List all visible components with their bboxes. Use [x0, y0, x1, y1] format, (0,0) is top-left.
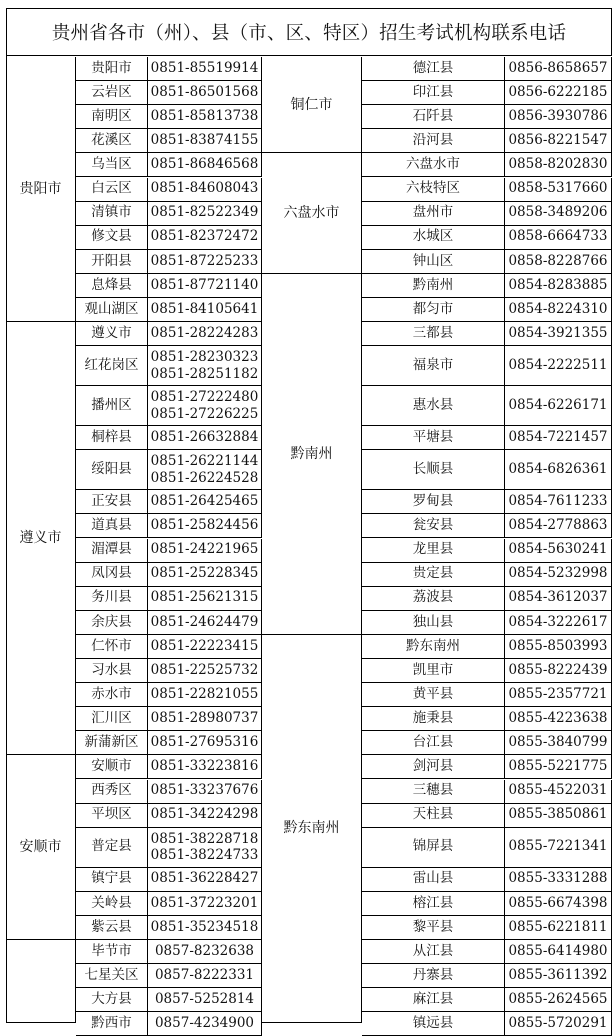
- unit-phone: 0851-24624479: [148, 611, 262, 635]
- unit-name: 福泉市: [362, 346, 505, 386]
- unit-name: 麻江县: [362, 988, 505, 1012]
- unit-phone: 0854-2222511: [505, 346, 612, 386]
- unit-name: 龙里县: [362, 539, 505, 563]
- region-name: 贵阳市: [6, 57, 76, 322]
- unit-phone: 0858-6664733: [505, 226, 612, 250]
- unit-phone: 0856-3930786: [505, 105, 612, 129]
- unit-name: 荔波县: [362, 587, 505, 611]
- unit-name: 三都县: [362, 322, 505, 346]
- unit-phone: 0851-36228427: [148, 868, 262, 892]
- unit-name: 锦屏县: [362, 828, 505, 868]
- unit-name: 盘州市: [362, 202, 505, 226]
- unit-phone: 0851-33223816: [148, 755, 262, 779]
- unit-phone: 0854-8283885: [505, 274, 612, 298]
- unit-phone: 0855-3850861: [505, 804, 612, 828]
- unit-name: 雷山县: [362, 868, 505, 892]
- unit-phone: 0851-25621315: [148, 587, 262, 611]
- unit-phone: 0851-83874155: [148, 129, 262, 153]
- unit-phone: 0854-2778863: [505, 514, 612, 538]
- unit-phone: 0854-5232998: [505, 563, 612, 587]
- unit-name: 七星关区: [76, 964, 148, 988]
- unit-phone: 0855-8503993: [505, 635, 612, 659]
- unit-phone: 0851-35234518: [148, 916, 262, 940]
- unit-phone: 0858-3489206: [505, 202, 612, 226]
- unit-name: 播州区: [76, 386, 148, 426]
- unit-name: 平坝区: [76, 804, 148, 828]
- unit-name: 罗甸县: [362, 490, 505, 514]
- unit-name: 清镇市: [76, 202, 148, 226]
- unit-phone: 0854-8224310: [505, 298, 612, 322]
- unit-name: 台江县: [362, 731, 505, 755]
- unit-name: 独山县: [362, 611, 505, 635]
- unit-name: 长顺县: [362, 450, 505, 490]
- unit-name: 剑河县: [362, 755, 505, 779]
- unit-name: 白云区: [76, 178, 148, 202]
- unit-phone: 0851-22821055: [148, 683, 262, 707]
- unit-phone: 0851-26632884: [148, 426, 262, 450]
- unit-name: 湄潭县: [76, 539, 148, 563]
- unit-phone: 0857-5252814: [148, 988, 262, 1012]
- unit-name: 黔东南州: [362, 635, 505, 659]
- unit-phone: 0857-4234900: [148, 1012, 262, 1036]
- unit-phone: 0855-6221811: [505, 916, 612, 940]
- unit-name: 镇宁县: [76, 868, 148, 892]
- region-name: 六盘水市: [262, 153, 362, 274]
- unit-name: 六枝特区: [362, 178, 505, 202]
- unit-name: 镇远县: [362, 1012, 505, 1036]
- unit-phone: 0851-86501568: [148, 81, 262, 105]
- unit-phone: 0851-25824456: [148, 514, 262, 538]
- unit-name: 桐梓县: [76, 426, 148, 450]
- unit-phone: 0851-26221144 0851-26224528: [148, 450, 262, 490]
- unit-phone: 0857-8232638: [148, 940, 262, 964]
- unit-phone: 0855-3840799: [505, 731, 612, 755]
- unit-phone: 0851-22223415: [148, 635, 262, 659]
- unit-name: 道真县: [76, 514, 148, 538]
- unit-phone: 0854-3612037: [505, 587, 612, 611]
- unit-name: 石阡县: [362, 105, 505, 129]
- unit-phone: 0851-86846568: [148, 153, 262, 177]
- unit-phone: 0851-87225233: [148, 250, 262, 274]
- unit-phone: 0851-82522349: [148, 202, 262, 226]
- unit-name: 安顺市: [76, 755, 148, 779]
- unit-name: 黔南州: [362, 274, 505, 298]
- region-name: 遵义市: [6, 322, 76, 755]
- unit-phone: 0851-38228718 0851-38224733: [148, 828, 262, 868]
- unit-name: 西秀区: [76, 780, 148, 804]
- unit-phone: 0851-28224283: [148, 322, 262, 346]
- unit-name: 六盘水市: [362, 153, 505, 177]
- unit-name: 云岩区: [76, 81, 148, 105]
- unit-phone: 0851-22525732: [148, 659, 262, 683]
- unit-name: 仁怀市: [76, 635, 148, 659]
- unit-phone: 0851-25228345: [148, 563, 262, 587]
- unit-phone: 0855-2624565: [505, 988, 612, 1012]
- unit-name: 南明区: [76, 105, 148, 129]
- unit-name: 余庆县: [76, 611, 148, 635]
- unit-name: 毕节市: [76, 940, 148, 964]
- unit-name: 新蒲新区: [76, 731, 148, 755]
- unit-name: 绥阳县: [76, 450, 148, 490]
- unit-phone: 0851-33237676: [148, 780, 262, 804]
- unit-name: 从江县: [362, 940, 505, 964]
- region-name: 安顺市: [6, 755, 76, 940]
- unit-phone: 0856-8658657: [505, 57, 612, 81]
- unit-phone: 0855-7221341: [505, 828, 612, 868]
- unit-phone: 0851-27222480 0851-27226225: [148, 386, 262, 426]
- unit-phone: 0851-27695316: [148, 731, 262, 755]
- unit-name: 施秉县: [362, 707, 505, 731]
- unit-name: 红花岗区: [76, 346, 148, 386]
- unit-name: 修文县: [76, 226, 148, 250]
- unit-name: 天柱县: [362, 804, 505, 828]
- unit-phone: 0856-8221547: [505, 129, 612, 153]
- unit-name: 观山湖区: [76, 298, 148, 322]
- unit-phone: 0851-24221965: [148, 539, 262, 563]
- unit-phone: 0851-84105641: [148, 298, 262, 322]
- unit-name: 花溪区: [76, 129, 148, 153]
- region-name: 黔东南州: [262, 635, 362, 1023]
- unit-phone: 0855-4223638: [505, 707, 612, 731]
- unit-name: 赤水市: [76, 683, 148, 707]
- unit-phone: 0854-7221457: [505, 426, 612, 450]
- unit-name: 乌当区: [76, 153, 148, 177]
- unit-name: 凯里市: [362, 659, 505, 683]
- unit-phone: 0854-3921355: [505, 322, 612, 346]
- unit-name: 瓮安县: [362, 514, 505, 538]
- unit-name: 大方县: [76, 988, 148, 1012]
- unit-name: 贵定县: [362, 563, 505, 587]
- unit-name: 黔西市: [76, 1012, 148, 1036]
- unit-name: 普定县: [76, 828, 148, 868]
- unit-phone: 0855-3611392: [505, 964, 612, 988]
- unit-phone: 0851-37223201: [148, 892, 262, 916]
- page-title: 贵州省各市（州）、县（市、区、特区）招生考试机构联系电话: [6, 8, 612, 56]
- unit-name: 习水县: [76, 659, 148, 683]
- region-name: 铜仁市: [262, 57, 362, 153]
- unit-phone: 0854-7611233: [505, 490, 612, 514]
- region-name: 黔南州: [262, 274, 362, 635]
- unit-phone: 0855-2357721: [505, 683, 612, 707]
- unit-phone: 0854-3222617: [505, 611, 612, 635]
- unit-name: 德江县: [362, 57, 505, 81]
- unit-phone: 0855-5221775: [505, 755, 612, 779]
- unit-name: 遵义市: [76, 322, 148, 346]
- unit-name: 榕江县: [362, 892, 505, 916]
- unit-phone: 0851-28980737: [148, 707, 262, 731]
- unit-name: 水城区: [362, 226, 505, 250]
- unit-phone: 0851-84608043: [148, 178, 262, 202]
- unit-name: 息烽县: [76, 274, 148, 298]
- unit-phone: 0855-8222439: [505, 659, 612, 683]
- unit-name: 汇川区: [76, 707, 148, 731]
- unit-phone: 0851-26425465: [148, 490, 262, 514]
- unit-name: 钟山区: [362, 250, 505, 274]
- unit-phone: 0851-85813738: [148, 105, 262, 129]
- unit-phone: 0855-4522031: [505, 780, 612, 804]
- unit-phone: 0858-8202830: [505, 153, 612, 177]
- unit-name: 黎平县: [362, 916, 505, 940]
- unit-phone: 0851-87721140: [148, 274, 262, 298]
- unit-name: 沿河县: [362, 129, 505, 153]
- unit-name: 平塘县: [362, 426, 505, 450]
- unit-name: 三穗县: [362, 780, 505, 804]
- unit-phone: 0854-5630241: [505, 539, 612, 563]
- region-name: [6, 940, 76, 1023]
- unit-name: 开阳县: [76, 250, 148, 274]
- unit-name: 紫云县: [76, 916, 148, 940]
- unit-name: 关岭县: [76, 892, 148, 916]
- unit-phone: 0857-8222331: [148, 964, 262, 988]
- unit-phone: 0851-85519914: [148, 57, 262, 81]
- table-border-left: [6, 56, 7, 1023]
- unit-name: 印江县: [362, 81, 505, 105]
- unit-name: 黄平县: [362, 683, 505, 707]
- unit-name: 丹寨县: [362, 964, 505, 988]
- unit-phone: 0855-5720291: [505, 1012, 612, 1036]
- unit-phone: 0854-6826361: [505, 450, 612, 490]
- unit-phone: 0851-28230323 0851-28251182: [148, 346, 262, 386]
- unit-name: 正安县: [76, 490, 148, 514]
- unit-name: 贵阳市: [76, 57, 148, 81]
- unit-phone: 0855-3331288: [505, 868, 612, 892]
- unit-name: 凤冈县: [76, 563, 148, 587]
- unit-phone: 0856-6222185: [505, 81, 612, 105]
- unit-phone: 0858-8228766: [505, 250, 612, 274]
- unit-phone: 0858-5317660: [505, 178, 612, 202]
- unit-phone: 0851-82372472: [148, 226, 262, 250]
- unit-phone: 0851-34224298: [148, 804, 262, 828]
- unit-name: 都匀市: [362, 298, 505, 322]
- unit-phone: 0855-6674398: [505, 892, 612, 916]
- unit-name: 务川县: [76, 587, 148, 611]
- unit-phone: 0855-6414980: [505, 940, 612, 964]
- unit-phone: 0854-6226171: [505, 386, 612, 426]
- unit-name: 惠水县: [362, 386, 505, 426]
